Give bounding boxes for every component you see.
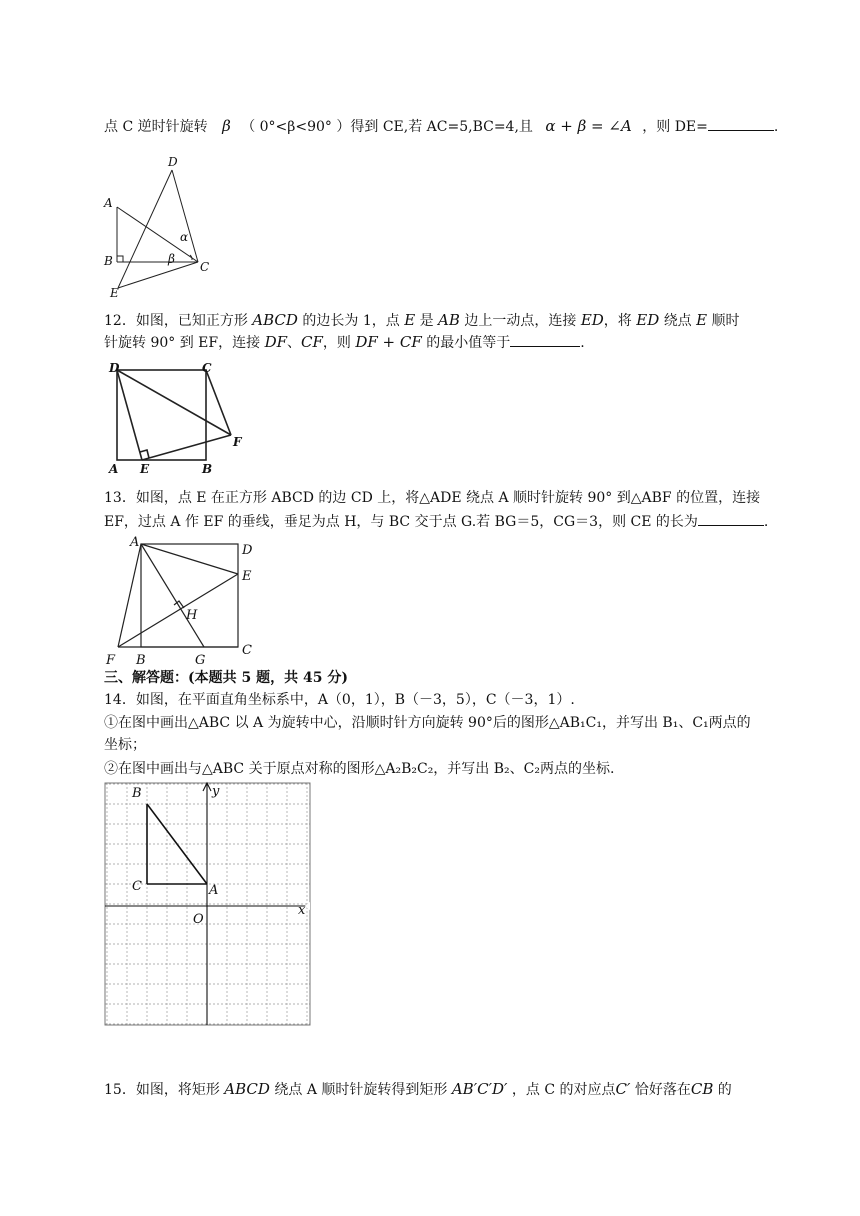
q12-label-d: D: [109, 361, 120, 375]
q13-label-h: H: [186, 608, 198, 623]
q11-figure: [100, 150, 220, 300]
q11-beta: β: [222, 117, 231, 135]
q12-line-1: 12．如图，已知正方形 ABCD 的边长为 1，点 E 是 AB 边上一动点，连接 ED，将 ED 绕点 E 顺时: [104, 311, 740, 329]
q12-line-2: 针旋转 90° 到 EF，连接 DF、CF，则 DF + CF 的最小值等于 .: [104, 333, 585, 351]
q12-label-c: C: [202, 361, 212, 375]
q14-label-y: y: [212, 784, 220, 799]
q11-text-line: 点 C 逆时针旋转 β （ 0°<β<90° ）得到 CE,若 AC=5,BC=4,且 α + β = ∠A ，则 DE= .: [104, 117, 779, 135]
q12-label-f: F: [233, 435, 242, 449]
q11-text: 点 C 逆时针旋转: [104, 119, 208, 135]
q13-answer-blank[interactable]: [698, 511, 764, 526]
q14-label-a: A: [209, 883, 219, 898]
q11-label-e: E: [110, 286, 119, 300]
q14-line-1: 14．如图，在平面直角坐标系中，A（0，1），B（－3，5），C（－3，1）.: [104, 692, 575, 708]
q11-condition: α + β = ∠A: [545, 117, 632, 135]
q13-label-d: D: [242, 543, 253, 558]
q14-coordinate-grid: [105, 783, 315, 1028]
q11-label-b: B: [104, 254, 113, 268]
q11-label-beta: β: [168, 252, 175, 266]
q13-label-e: E: [242, 569, 252, 584]
q13-label-c: C: [242, 643, 252, 658]
q12-abcd: ABCD: [252, 311, 298, 329]
q12-label-a: A: [109, 462, 119, 476]
q13-line-1: 13．如图，点 E 在正方形 ABCD 的边 CD 上，将△ADE 绕点 A 顺时针旋转 90° 到△ABF 的位置，连接: [104, 490, 761, 506]
q13-label-b: B: [136, 653, 146, 668]
q14-line-2: ①在图中画出△ABC 以 A 为旋转中心，沿顺时针方向旋转 90°后的图形△AB₁C₁，并写出 B₁、C₁两点的: [104, 715, 751, 731]
q13-figure: [100, 534, 270, 670]
section-heading: 三、解答题：(本题共 5 题，共 45 分): [104, 670, 348, 686]
q12-answer-blank[interactable]: [510, 332, 580, 347]
q12-label-b: B: [202, 462, 213, 476]
q12-figure: [104, 360, 254, 480]
q13-label-a: A: [130, 535, 140, 550]
q13-label-f: F: [106, 653, 116, 668]
q14-label-c: C: [132, 879, 142, 894]
q11-label-alpha: α: [180, 230, 189, 244]
q11-range: （ 0°<β<90° ）得到 CE,若 AC=5,BC=4,且: [241, 119, 533, 135]
q14-label-x: x: [298, 903, 306, 918]
q11-label-a: A: [104, 196, 113, 210]
q11-question: ，则 DE=: [642, 119, 708, 135]
q12-label-e: E: [140, 462, 150, 476]
q13-label-g: G: [195, 653, 206, 668]
q14-line-3: 坐标；: [104, 737, 146, 753]
q13-line-2: EF，过点 A 作 EF 的垂线，垂足为点 H，与 BC 交于点 G.若 BG＝5，CG＝3，则 CE 的长为 .: [104, 511, 768, 532]
q15-line-1: 15．如图，将矩形 ABCD 绕点 A 顺时针旋转得到矩形 AB′C′D′ ，点 C 的对应点C′ 恰好落在CB 的: [104, 1080, 732, 1098]
q11-answer-blank[interactable]: [708, 116, 774, 131]
q11-label-c: C: [200, 260, 210, 274]
q14-label-b: B: [132, 786, 142, 801]
q14-line-4: ②在图中画出与△ABC 关于原点对称的图形△A₂B₂C₂，并写出 B₂、C₂两点的坐标.: [104, 761, 615, 777]
q11-label-d: D: [168, 155, 178, 169]
q14-label-o: O: [193, 912, 204, 927]
